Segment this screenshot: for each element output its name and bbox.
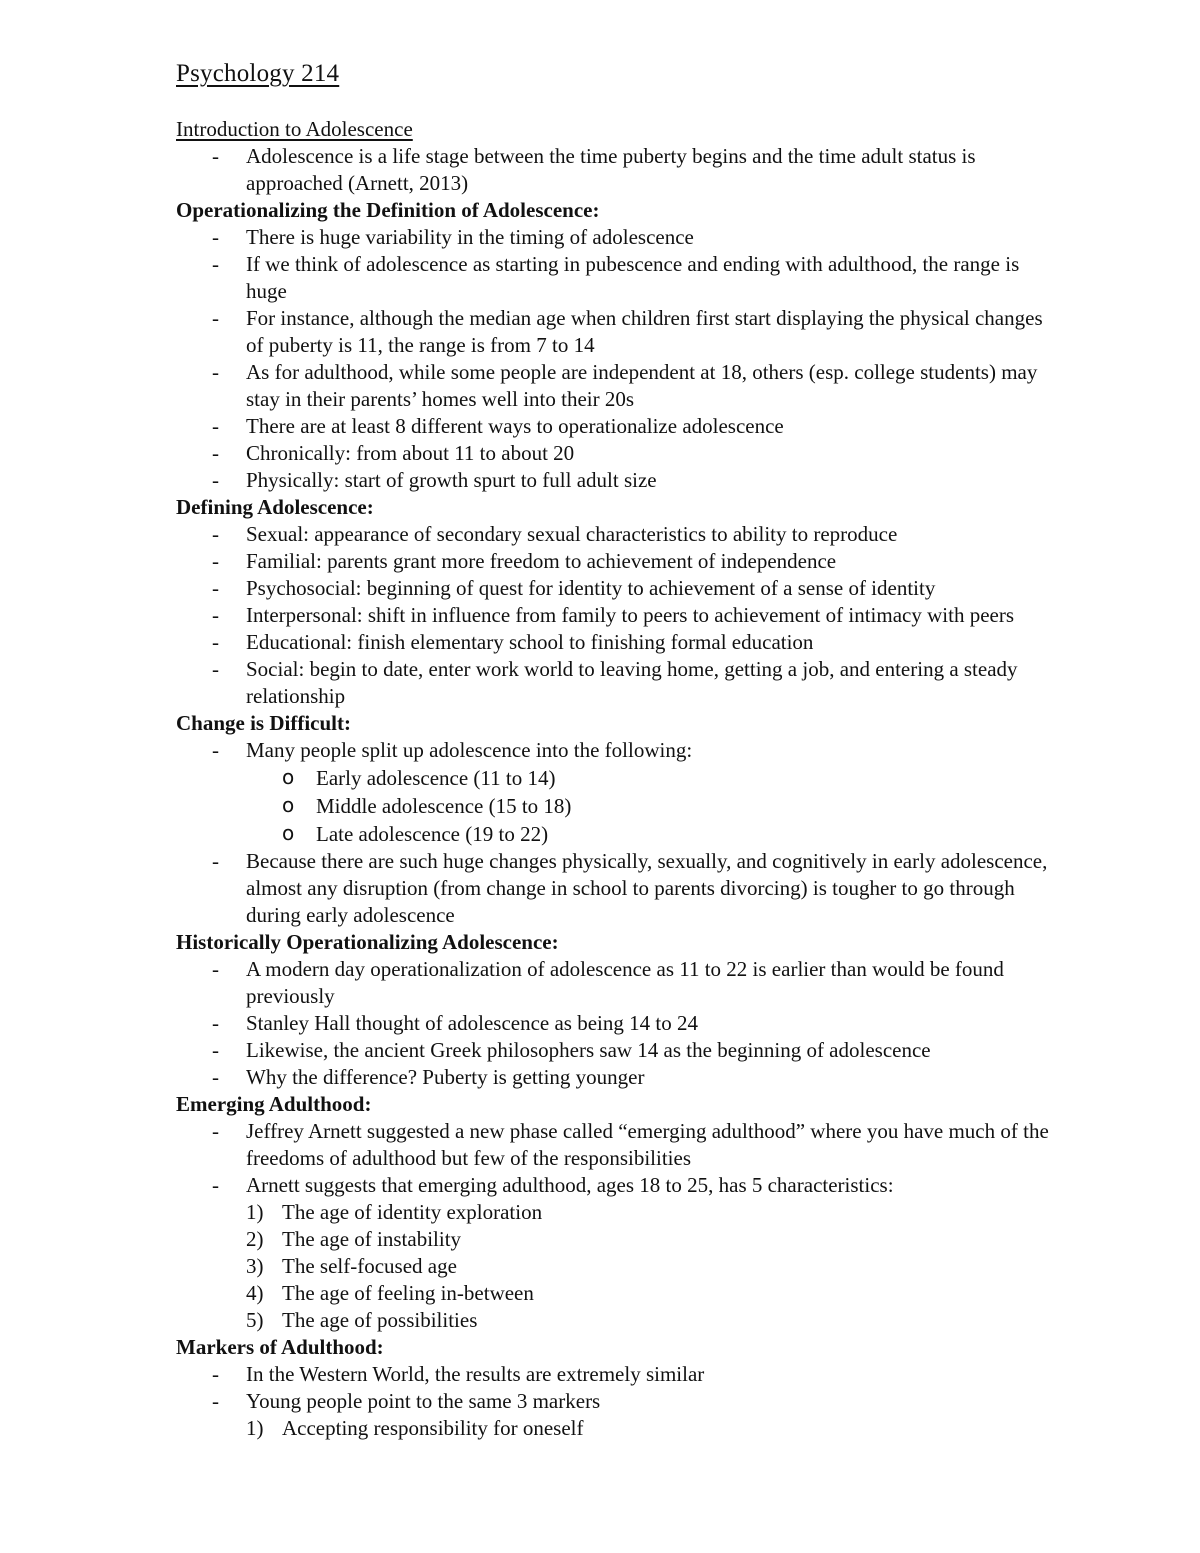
section-subtitle: Introduction to Adolescence — [176, 117, 413, 141]
list-item: - Stanley Hall thought of adolescence as being 14 to 24 — [212, 1011, 698, 1035]
numbered-list — [246, 1199, 1056, 1334]
list-item: - Psychosocial: beginning of quest for identity to achievement of a sense of identity — [212, 576, 936, 600]
document-title: Psychology 214 — [176, 60, 340, 87]
sub-list-item: o Early adolescence (11 to 14) — [282, 765, 556, 790]
section-heading: Markers of Adulthood: — [176, 1335, 384, 1359]
dash-bullet: - — [212, 441, 219, 465]
bullet-list — [176, 956, 1056, 1091]
list-item: - As for adulthood, while some people are independent at 18, others (esp. college students) may stay in their parents’ homes well into their 20s — [212, 360, 1038, 411]
numbered-item: 2) The age of instability — [246, 1227, 462, 1251]
list-item: - In the Western World, the results are extremely similar — [212, 1362, 705, 1386]
numbered-item: 3) The self-focused age — [246, 1254, 457, 1278]
dash-bullet: - — [212, 144, 219, 168]
numbered-item: 4) The age of feeling in-between — [246, 1281, 534, 1305]
section-heading: Emerging Adulthood: — [176, 1092, 372, 1116]
list-item: - Many people split up adolescence into the following: o Early adolescence (11 to 14) o Middle adolescence (15 to 18) o Late adolescence (19 to 22) — [176, 737, 1056, 848]
dash-bullet: - — [212, 603, 219, 627]
list-item: - There are at least 8 different ways to operationalize adolescence — [212, 414, 784, 438]
sub-bullet-list — [246, 764, 1056, 848]
dash-bullet: - — [212, 1065, 219, 1089]
numbered-item: 1) The age of identity exploration — [246, 1200, 543, 1224]
list-item: - Because there are such huge changes physically, sexually, and cognitively in early adolescence, almost any disruption (from change in school to parents divorcing) is tougher to go through during early adolescence — [212, 849, 1048, 927]
dash-bullet: - — [212, 1038, 219, 1062]
number-marker: 3) — [246, 1254, 264, 1278]
list-item: - Interpersonal: shift in influence from family to peers to achievement of intimacy with peers — [212, 603, 1014, 627]
list-item: - Why the difference? Puberty is getting younger — [212, 1065, 645, 1089]
dash-bullet: - — [212, 1011, 219, 1035]
bullet-list — [176, 1118, 1056, 1334]
list-item: - Educational: finish elementary school to finishing formal education — [212, 630, 814, 654]
dash-bullet: - — [212, 414, 219, 438]
list-item: - A modern day operationalization of adolescence as 11 to 22 is earlier than would be found previously — [212, 957, 1004, 1008]
dash-bullet: - — [212, 849, 219, 873]
section-heading: Operationalizing the Definition of Adolescence: — [176, 198, 600, 222]
dash-bullet: - — [212, 957, 219, 981]
list-item: - If we think of adolescence as starting in pubescence and ending with adulthood, the range is huge — [212, 252, 1020, 303]
intro-list — [176, 143, 1056, 197]
section-heading: Historically Operationalizing Adolescence: — [176, 930, 559, 954]
number-marker: 5) — [246, 1308, 264, 1332]
bullet-list — [176, 224, 1056, 494]
dash-bullet: - — [212, 1119, 219, 1143]
list-item: - Sexual: appearance of secondary sexual characteristics to ability to reproduce — [212, 522, 898, 546]
dash-bullet: - — [212, 1389, 219, 1413]
numbered-item: 5) The age of possibilities — [246, 1308, 478, 1332]
list-item: - Familial: parents grant more freedom to achievement of independence — [212, 549, 837, 573]
list-item: - There is huge variability in the timing of adolescence — [212, 225, 694, 249]
dash-bullet: - — [212, 522, 219, 546]
circle-bullet: o — [282, 765, 295, 789]
dash-bullet: - — [212, 360, 219, 384]
dash-bullet: - — [212, 252, 219, 276]
dash-bullet: - — [212, 225, 219, 249]
circle-bullet: o — [282, 793, 295, 817]
number-marker: 1) — [246, 1416, 264, 1440]
list-item: - Chronically: from about 11 to about 20 — [212, 441, 575, 465]
document-body — [176, 116, 1056, 1442]
number-marker: 1) — [246, 1200, 264, 1224]
list-item: - For instance, although the median age when children first start displaying the physical changes of puberty is 11, the range is from 7 to 14 — [212, 306, 1043, 357]
list-item: - Young people point to the same 3 markers 1) Accepting responsibility for oneself — [176, 1388, 1056, 1442]
list-item: - Likewise, the ancient Greek philosophers saw 14 as the beginning of adolescence — [212, 1038, 931, 1062]
dash-bullet: - — [212, 549, 219, 573]
number-marker: 4) — [246, 1281, 264, 1305]
list-item: - Adolescence is a life stage between the time puberty begins and the time adult status is approached (Arnett, 2013) — [212, 144, 976, 195]
list-item: - Social: begin to date, enter work world to leaving home, getting a job, and entering a steady relationship — [212, 657, 1018, 708]
sub-list-item: o Late adolescence (19 to 22) — [282, 821, 549, 846]
list-item: - Arnett suggests that emerging adulthood, ages 18 to 25, has 5 characteristics: 1) The age of identity exploration 2) The age of instability 3) The self-focused age 4) The age of feeling in-between 5) The age of possibilities — [176, 1172, 1056, 1334]
dash-bullet: - — [212, 657, 219, 681]
bullet-list — [176, 737, 1056, 929]
dash-bullet: - — [212, 1173, 219, 1197]
dash-bullet: - — [212, 306, 219, 330]
dash-bullet: - — [212, 576, 219, 600]
list-item: - Physically: start of growth spurt to full adult size — [212, 468, 657, 492]
numbered-list — [246, 1415, 1056, 1442]
dash-bullet: - — [212, 468, 219, 492]
dash-bullet: - — [212, 630, 219, 654]
section-heading: Change is Difficult: — [176, 711, 351, 735]
number-marker: 2) — [246, 1227, 264, 1251]
list-item: - Jeffrey Arnett suggested a new phase called “emerging adulthood” where you have much of the freedoms of adulthood but few of the responsibilities — [212, 1119, 1049, 1170]
dash-bullet: - — [212, 1362, 219, 1386]
bullet-list — [176, 1361, 1056, 1442]
dash-bullet: - — [212, 738, 219, 762]
bullet-list — [176, 521, 1056, 710]
numbered-item: 1) Accepting responsibility for oneself — [246, 1416, 584, 1440]
circle-bullet: o — [282, 821, 295, 845]
section-heading: Defining Adolescence: — [176, 495, 374, 519]
sub-list-item: o Middle adolescence (15 to 18) — [282, 793, 572, 818]
